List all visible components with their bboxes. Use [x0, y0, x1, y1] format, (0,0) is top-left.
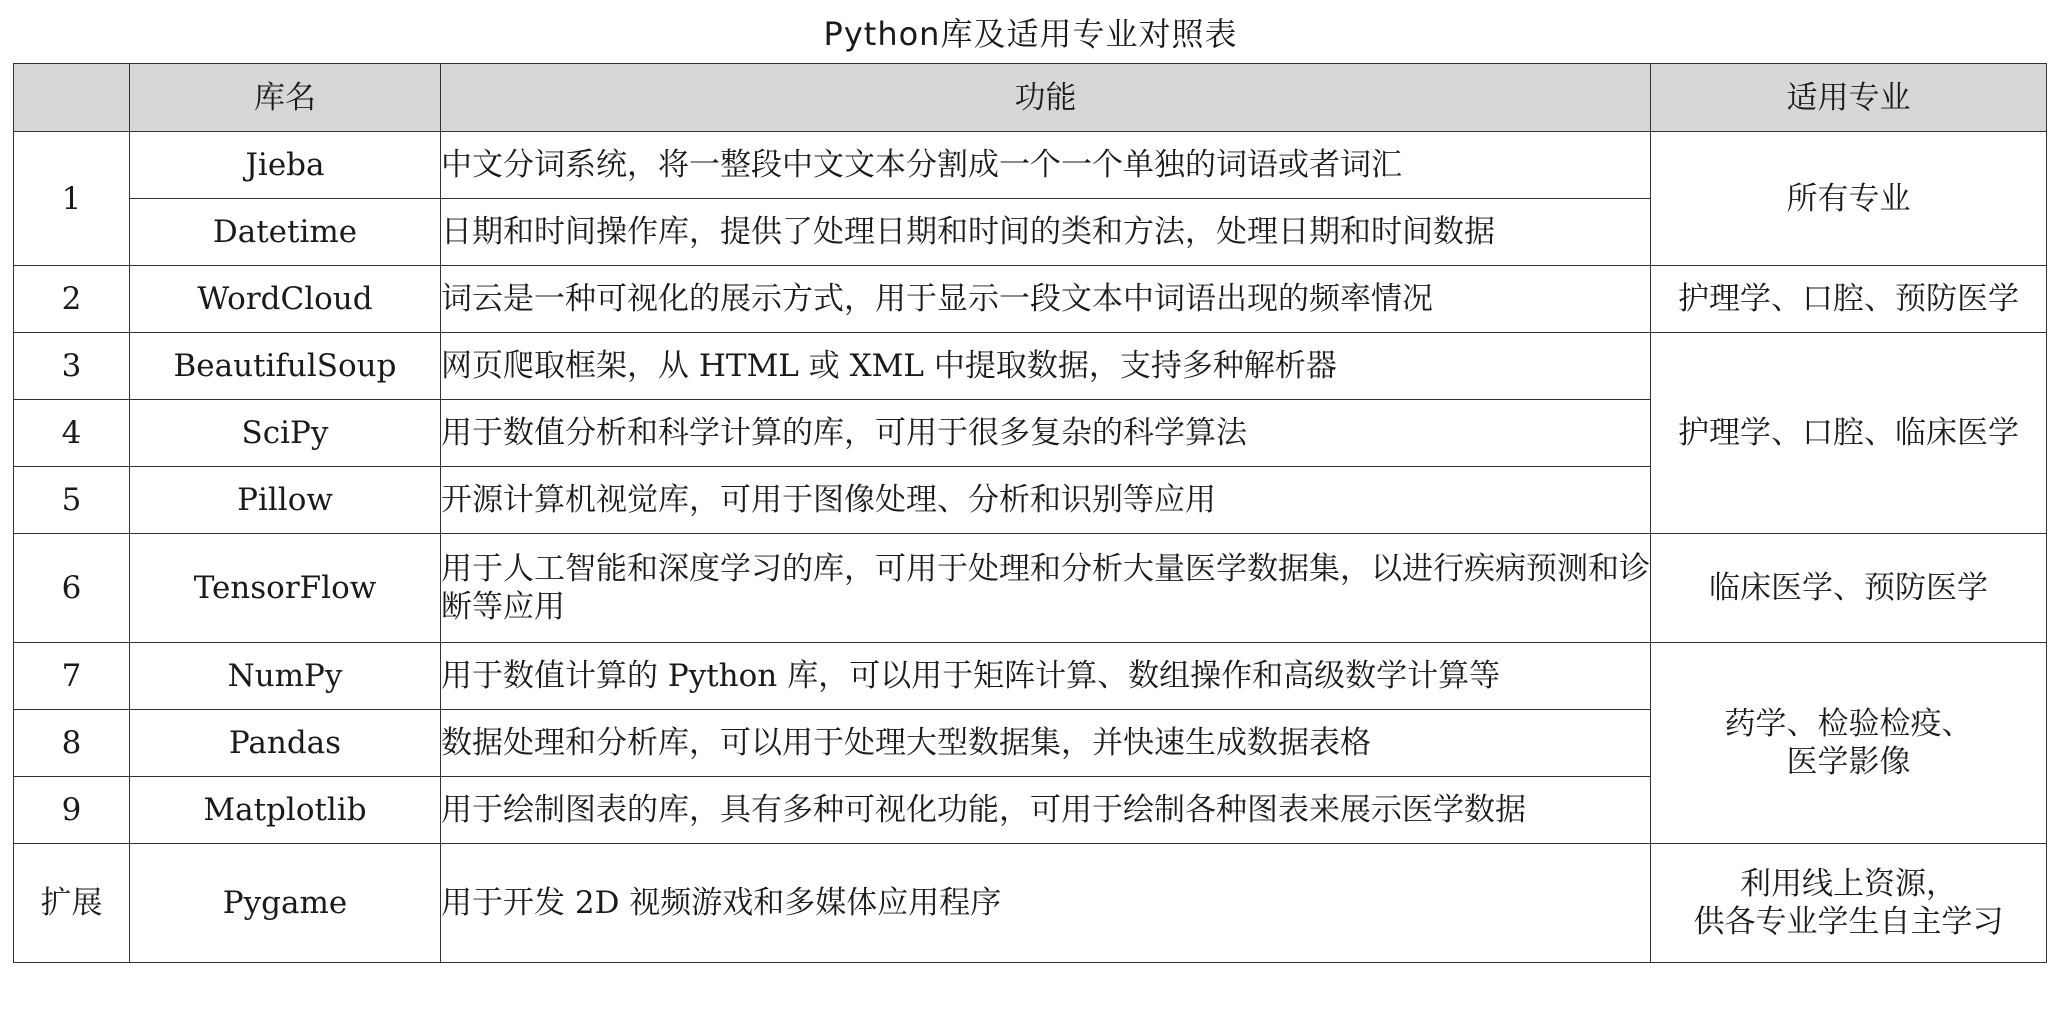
applicable-majors-line: 医学影像	[1786, 744, 1911, 780]
library-name: Matplotlib	[130, 777, 441, 844]
library-function: 日期和时间操作库，提供了处理日期和时间的类和方法，处理日期和时间数据	[441, 199, 1651, 266]
library-function: 用于数值计算的 Python 库，可以用于矩阵计算、数组操作和高级数学计算等	[441, 643, 1651, 710]
applicable-majors	[1651, 643, 2047, 844]
header-function: 功能	[441, 64, 1651, 132]
row-number: 7	[14, 643, 130, 710]
row-number: 8	[14, 710, 130, 777]
library-name: Jieba	[130, 132, 441, 199]
library-name: BeautifulSoup	[130, 333, 441, 400]
header-number	[14, 64, 130, 132]
applicable-majors	[1651, 844, 2047, 963]
library-name: Pillow	[130, 467, 441, 534]
header-library-name: 库名	[130, 64, 441, 132]
library-name: TensorFlow	[130, 534, 441, 643]
table-row	[14, 643, 2047, 710]
row-number: 6	[14, 534, 130, 643]
table-row	[14, 534, 2047, 643]
library-function: 用于人工智能和深度学习的库，可用于处理和分析大量医学数据集，以进行疾病预测和诊断等应用	[441, 534, 1651, 643]
applicable-majors: 所有专业	[1651, 132, 2047, 266]
library-function: 数据处理和分析库，可以用于处理大型数据集，并快速生成数据表格	[441, 710, 1651, 777]
header-majors: 适用专业	[1651, 64, 2047, 132]
library-function: 用于绘制图表的库，具有多种可视化功能，可用于绘制各种图表来展示医学数据	[441, 777, 1651, 844]
row-number: 扩展	[14, 844, 130, 963]
library-function: 用于开发 2D 视频游戏和多媒体应用程序	[441, 844, 1651, 963]
row-number: 5	[14, 467, 130, 534]
table-row	[14, 333, 2047, 400]
row-number: 3	[14, 333, 130, 400]
applicable-majors: 护理学、口腔、预防医学	[1651, 266, 2047, 333]
applicable-majors-line: 药学、检验检疫、	[1724, 706, 1973, 742]
library-name: Pygame	[130, 844, 441, 963]
library-name: NumPy	[130, 643, 441, 710]
library-function: 网页爬取框架，从 HTML 或 XML 中提取数据，支持多种解析器	[441, 333, 1651, 400]
row-number: 1	[14, 132, 130, 266]
table-row	[14, 844, 2047, 963]
library-name: WordCloud	[130, 266, 441, 333]
library-function: 中文分词系统，将一整段中文文本分割成一个一个单独的词语或者词汇	[441, 132, 1651, 199]
library-reference-table	[13, 63, 2047, 963]
library-function: 用于数值分析和科学计算的库，可用于很多复杂的科学算法	[441, 400, 1651, 467]
library-name: Pandas	[130, 710, 441, 777]
table-caption: Python库及适用专业对照表	[823, 15, 1238, 53]
applicable-majors: 临床医学、预防医学	[1651, 534, 2047, 643]
applicable-majors: 护理学、口腔、临床医学	[1651, 333, 2047, 534]
library-name: Datetime	[130, 199, 441, 266]
applicable-majors-line: 供各专业学生自主学习	[1693, 904, 2004, 940]
library-function: 开源计算机视觉库，可用于图像处理、分析和识别等应用	[441, 467, 1651, 534]
applicable-majors-line: 利用线上资源，	[1740, 866, 1957, 902]
row-number: 9	[14, 777, 130, 844]
row-number: 4	[14, 400, 130, 467]
library-function: 词云是一种可视化的展示方式，用于显示一段文本中词语出现的频率情况	[441, 266, 1651, 333]
row-number: 2	[14, 266, 130, 333]
library-name: SciPy	[130, 400, 441, 467]
table-row	[14, 132, 2047, 199]
table-row	[14, 266, 2047, 333]
header-row	[14, 64, 2047, 132]
